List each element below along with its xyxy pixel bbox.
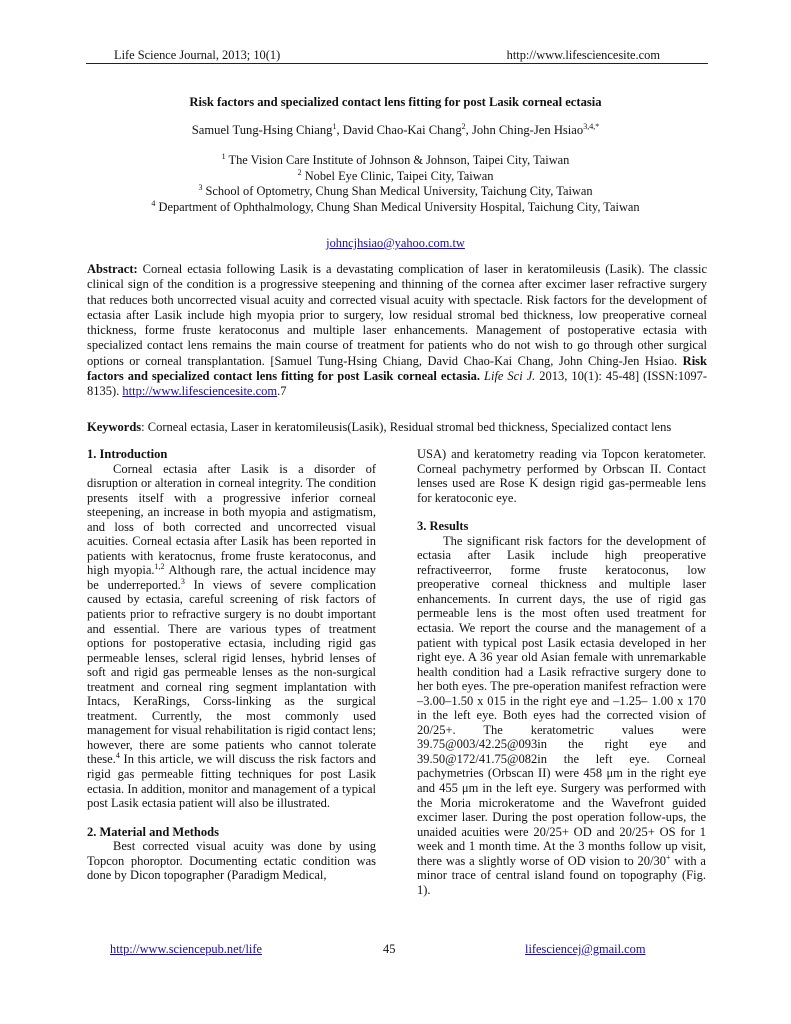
author-affiliation-mark: 1 (332, 121, 337, 131)
email-link[interactable]: johncjhsiao@yahoo.com.tw (326, 236, 465, 250)
keywords-label: Keywords (87, 420, 142, 434)
results-paragraph (417, 534, 706, 898)
abstract-label: Abstract: (87, 262, 138, 276)
affiliation-mark: 4 (151, 198, 156, 208)
text-run: The significant risk factors for the development of ectasia after Lasik include high preoperative refractiveerror, forme fruste keratoconus, low preoperative corneal thickness and multiple laser enhancements. In current days, the use of rigid gas permeable lens is the most often used treatment for ectasia. We report the course and the management of a patient with typical post Lasik ectasia developed in her right eye. A 36 year old Asian female with unremarkable health condition had a Lasik refractive surgery done to her both eyes. The pre-operation manifest refraction were –3.00–1.50 x 015 in the right eye and –1.25– 1.00 x 170 in the left eye. Both eyes had the corrected vision of 20/25+. The keratometric values were 39.75@003/42.25@093in the right eye and 39.50@172/41.75@082in the left eye. Corneal pachymetries (Orbscan II) were 458 μm in the right eye and 455 μm in the left eye. Surgery was performed with the Moria microkeratome and the Wavefront guided excimer laser. During the post operation follow-ups, the unaided acuities were 20/25+ OD and 20/25+ OS for 1 week and 1 month time. At the 3 months follow up visit, there was a slightly worse of OD vision to 20/30 (417, 533, 706, 868)
text-run: Corneal ectasia after Lasik is a disorder of disruption or alteration in corneal integrity. The condition presents itself with a progressive inferior corneal steepening, an increase in both myopia and astigmatism, and loss of both corrected and uncorrected visual acuities. Corneal ectasia after Lasik has been reported in patients with keratocnus, frome fruste keratoconus, and high myopia. (87, 461, 376, 578)
footer-email-link[interactable]: lifesciencej@gmail.com (525, 942, 646, 956)
footer-journal-link (110, 942, 262, 957)
section-spacer (417, 505, 706, 519)
section-heading-results: 3. Results (417, 519, 469, 534)
abstract-text: Corneal ectasia following Lasik is a devastating complication of laser in keratomileusis (Lasik). The classic clinical sign of the condition is a progressive steepening and thinning of the cornea after excimer laser refractive surgery that reduces both uncorrected visual acuity and corrected visual acuity with spectacle. Risk factors for the development of ectasia after Lasik include high myopia prior to surgery, low residual stromal bed thickness, low preoperative corneal thickness, forme fruste keratoconus and multiple laser enhancements. Management of postoperative ectasia with specialized contact lens remains the main course of treatment for patients who do not wish to go through other surgical options or corneal transplantation. [Samuel Tung-Hsing Chiang, David Chao-Kai Chang, John Ching-Jen Hsiao. (87, 262, 707, 368)
author-name: Samuel Tung-Hsing Chiang (191, 123, 333, 137)
affiliation (0, 153, 791, 169)
affiliation-mark: 2 (297, 167, 302, 177)
affiliation-text: Nobel Eye Clinic, Taipei City, Taiwan (301, 168, 494, 183)
left-column (87, 447, 376, 883)
introduction-paragraph (87, 462, 376, 811)
affiliation-mark: 3 (198, 183, 203, 193)
section-spacer (87, 811, 376, 825)
corresponding-email (0, 236, 791, 251)
methods-paragraph-continued: USA) and keratometry reading via Topcon keratometer. Corneal pachymetry performed by Orbscan II. Contact lenses used are Rose K design rigid gas-permeable lens for keratoconic eye. (417, 447, 706, 505)
paper-title: Risk factors and specialized contact lens fitting for post Lasik corneal ectasia (189, 95, 602, 109)
text-run: with a minor trace of central island found on topography (Fig. 1). (417, 853, 706, 897)
text-run: In views of severe complication caused by ectasia, careful screening of risk factors of patients prior to refractive surgery is no doubt important and essential. There are various types of treatment options for postoperative ectasia, including rigid gas permeable lenses, scleral rigid lenses, hybrid lenses of soft and rigid gas permeable lenses as the non-surgical treatment and corneal ring segment implantation with Intacs, KeraRings, Corss-linking as the surgical treatment. Currently, the most commonly used management for visual rehabilitation is rigid contact lens; however, there are some patients who cannot tolerate these. (87, 577, 376, 767)
citation-link[interactable]: http://www.lifesciencesite.com (122, 384, 278, 399)
running-header-website: http://www.lifesciencesite.com (506, 48, 660, 62)
author-name: David Chao-Kai Chang (342, 123, 462, 137)
citation-journal: Life Sci J. (484, 369, 536, 384)
page-number: 45 (383, 942, 396, 956)
affiliation (0, 169, 791, 185)
text-run: In this article, we will discuss the risk factors and rigid gas permeable fitting techniques for post Lasik ectasia. In addition, monitor and management of a typical post Lasik ectasia patient will also be illustrated. (87, 752, 376, 811)
citation-mark: 1,2 (154, 562, 165, 572)
section-heading-introduction: 1. Introduction (87, 447, 168, 461)
citation-mark: 3 (180, 576, 185, 586)
author-list (0, 123, 791, 138)
methods-paragraph: Best corrected visual acuity was done by using Topcon phoroptor. Documenting ectatic condition was done by Dicon topographer (Paradigm Medical, (87, 839, 376, 883)
affiliation-text: School of Optometry, Chung Shan Medical University, Taichung City, Taiwan (202, 184, 593, 199)
author-affiliation-mark: 3,4,* (583, 121, 600, 131)
author-affiliation-mark: 2 (461, 121, 466, 131)
footer-link[interactable]: http://www.sciencepub.net/life (110, 942, 262, 956)
superscript-mark: + (666, 852, 671, 862)
header-rule (86, 63, 708, 64)
keywords (87, 420, 707, 435)
text-run: Although rare, the actual incidence may be underreported. (87, 563, 376, 592)
author-separator: , (336, 123, 343, 137)
affiliation (0, 200, 791, 216)
keywords-text: : Corneal ectasia, Laser in keratomileusis(Lasik), Residual stromal bed thickness, Specialized contact lens (141, 420, 672, 434)
affiliation (0, 184, 791, 200)
affiliation-text: The Vision Care Institute of Johnson & Johnson, Taipei City, Taiwan (225, 153, 570, 167)
citation-mark: 4 (115, 751, 120, 761)
citation-title: Risk factors and specialized contact lens fitting for post Lasik corneal ectasia. (87, 353, 707, 384)
author-separator: , (465, 123, 472, 137)
section-heading-methods: 2. Material and Methods (87, 824, 219, 839)
abstract (87, 262, 707, 400)
citation-suffix: .7 (277, 384, 287, 399)
right-column (417, 447, 706, 897)
affiliation-text: Department of Ophthalmology, Chung Shan Medical University Hospital, Taichung City, Taiwan (155, 199, 640, 214)
affiliation-mark: 1 (221, 151, 226, 161)
citation-details: 2013, 10(1): 45-48] (ISSN:1097-8135). (87, 369, 708, 399)
footer-email (525, 942, 645, 957)
affiliation-list (0, 153, 791, 215)
running-header-journal: Life Science Journal, 2013; 10(1) (114, 48, 281, 62)
author-name: John Ching-Jen Hsiao (471, 123, 584, 137)
